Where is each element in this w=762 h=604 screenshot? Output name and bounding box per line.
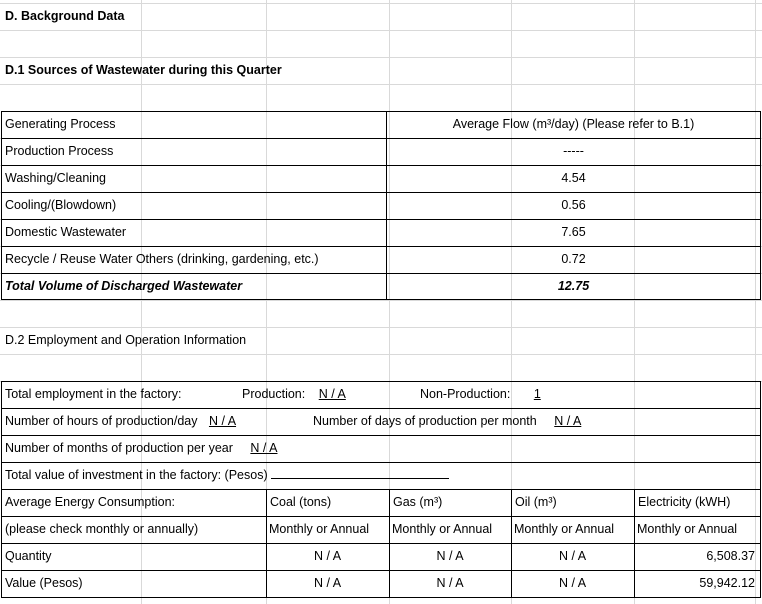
energy-col-electricity: Electricity (kWH) [638, 495, 731, 509]
production-label: Production: [242, 387, 306, 401]
row-flow: 0.56 [561, 198, 586, 212]
d2-title: D.2 Employment and Operation Information [5, 333, 247, 347]
days-value: N / A [554, 414, 582, 428]
row-flow: 0.72 [561, 252, 586, 266]
row-process: Cooling/(Blowdown) [5, 198, 117, 212]
production-field [242, 381, 360, 408]
value-gas: N / A [436, 576, 464, 590]
row-flow: 7.65 [561, 225, 586, 239]
days-field [313, 408, 591, 435]
employment-label: Total employment in the factory: [5, 387, 182, 401]
row-process: Recycle / Reuse Water Others (drinking, gardening, etc.) [5, 252, 319, 266]
period-option[interactable]: Monthly or Annual [514, 522, 615, 536]
energy-col-coal: Coal (tons) [270, 495, 332, 509]
d1-title: D.1 Sources of Wastewater during this Quarter [5, 63, 282, 77]
row-process: Production Process [5, 144, 114, 158]
investment-label: Total value of investment in the factory: (Pesos) [5, 468, 268, 482]
hours-label: Number of hours of production/day [5, 414, 198, 428]
nonproduction-value: 1 [533, 387, 541, 401]
row-flow: ----- [563, 144, 584, 158]
section-title: D. Background Data [5, 9, 125, 23]
months-label: Number of months of production per year [5, 441, 233, 455]
hours-value: N / A [208, 414, 237, 428]
hours-field [5, 408, 246, 435]
investment-blank [271, 465, 449, 479]
value-coal: N / A [313, 576, 342, 590]
nonproduction-label: Non-Production: [420, 387, 511, 401]
months-field [5, 435, 289, 462]
row-process: Domestic Wastewater [5, 225, 127, 239]
header-average-flow: Average Flow (m³/day) (Please refer to B.1) [452, 117, 695, 131]
quantity-label: Quantity [5, 549, 52, 563]
months-value: N / A [250, 441, 278, 455]
row-process: Washing/Cleaning [5, 171, 106, 185]
row-flow: 4.54 [561, 171, 586, 185]
quantity-oil: N / A [558, 549, 587, 563]
period-option[interactable]: Monthly or Annual [392, 522, 493, 536]
days-label: Number of days of production per month [313, 414, 537, 428]
energy-sublabel: (please check monthly or annually) [5, 522, 199, 536]
quantity-coal: N / A [313, 549, 342, 563]
total-label: Total Volume of Discharged Wastewater [5, 279, 243, 293]
value-electricity: 59,942.12 [699, 576, 755, 590]
energy-label: Average Energy Consumption: [5, 495, 176, 509]
production-value: N / A [318, 387, 346, 401]
total-value: 12.75 [557, 279, 590, 293]
period-option[interactable]: Monthly or Annual [637, 522, 738, 536]
investment-field [5, 462, 449, 489]
period-option[interactable]: Monthly or Annual [269, 522, 370, 536]
value-oil: N / A [558, 576, 587, 590]
quantity-gas: N / A [436, 549, 464, 563]
energy-col-gas: Gas (m³) [393, 495, 443, 509]
nonproduction-field [420, 381, 553, 408]
header-generating-process: Generating Process [5, 117, 116, 131]
energy-col-oil: Oil (m³) [515, 495, 557, 509]
value-label: Value (Pesos) [5, 576, 83, 590]
quantity-electricity: 6,508.37 [706, 549, 755, 563]
